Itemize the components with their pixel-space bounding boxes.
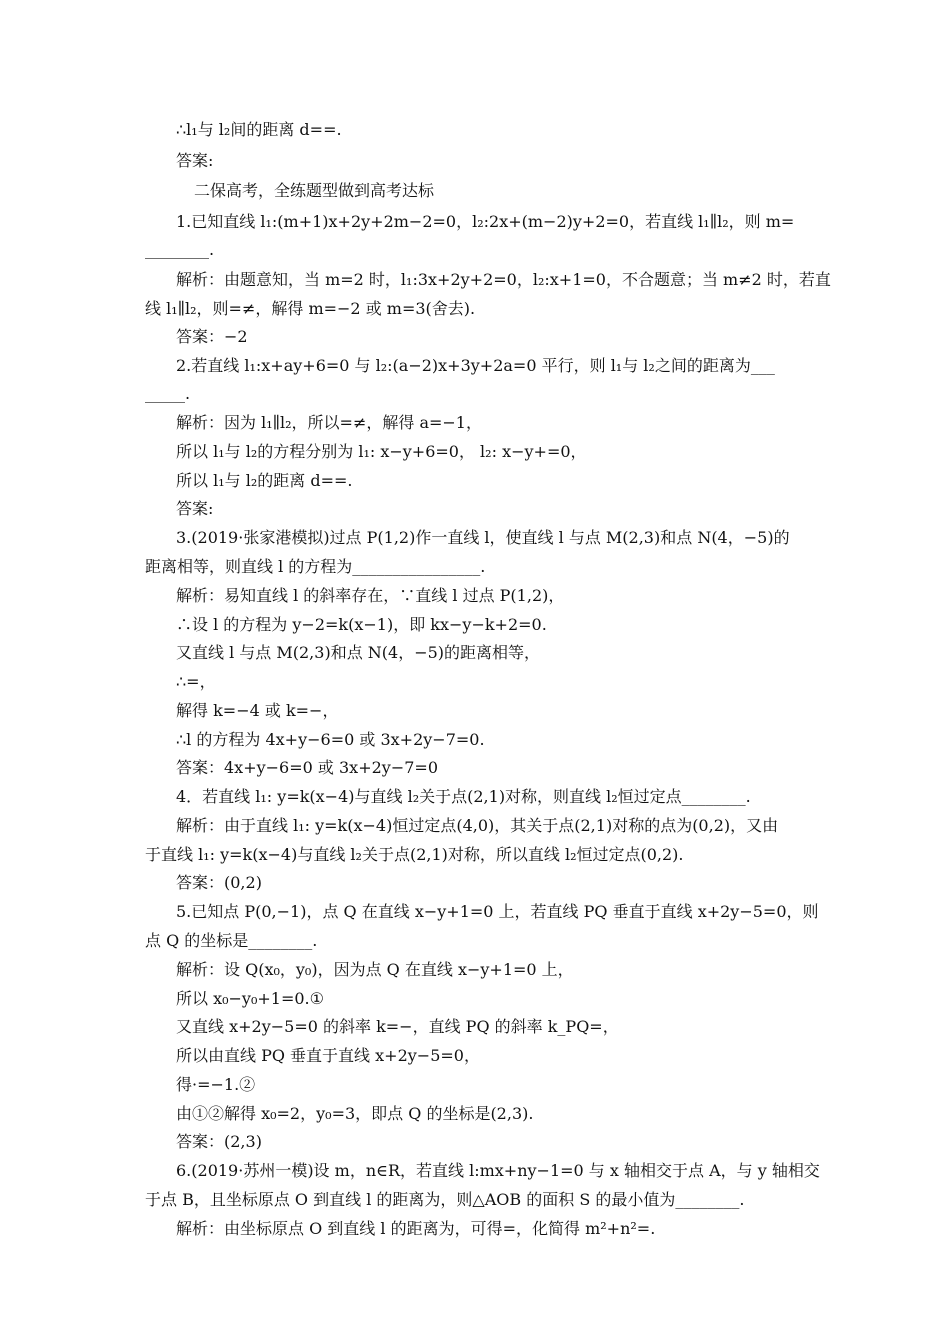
text-line: _____. [145,384,191,403]
text-line: 点 Q 的坐标是________. [145,931,318,950]
text-line: 解析：由于直线 l₁: y=k(x−4)恒过定点(4,0)，其关于点(2,1)对称的点为(0,2)，又由 [176,816,779,835]
text-line: 答案: [176,151,214,170]
text-line: ∴l 的方程为 4x+y−6=0 或 3x+2y−7=0. [176,730,485,749]
text-line: 解析：设 Q(x₀，y₀)，因为点 Q 在直线 x−y+1=0 上， [176,960,574,979]
answer-line: 答案：(0,2) [176,873,262,892]
question-6: 6.(2019·苏州一模)设 m，n∈R，若直线 l:mx+ny−1=0 与 x 轴相交于点 A，与 y 轴相交 [176,1161,820,1180]
text-line: 解析：易知直线 l 的斜率存在，∵直线 l 过点 P(1,2)， [176,586,565,605]
text-line: 解析：由题意知，当 m=2 时，l₁:3x+2y+2=0，l₂:x+1=0，不合题意；当 m≠2 时，若直 [176,270,831,289]
text-line: 线 l₁∥l₂，则=≠，解得 m=−2 或 m=3(舍去). [145,299,476,318]
text-line: ∴=， [176,672,216,691]
text-line: ∴l₁与 l₂间的距离 d==. [176,120,342,139]
text-line: 解析：由坐标原点 O 到直线 l 的距离为，可得=，化简得 m²+n²=. [176,1219,656,1238]
question-5: 5.已知点 P(0,−1)，点 Q 在直线 x−y+1=0 上，若直线 PQ 垂直于直线 x+2y−5=0，则 [176,902,819,921]
text-line: 所以 l₁与 l₂的距离 d==. [176,471,353,490]
text-line: 距离相等，则直线 l 的方程为________________. [145,557,486,576]
answer-line: 答案：4x+y−6=0 或 3x+2y−7=0 [176,758,438,777]
text-line: ∴设 l 的方程为 y−2=k(x−1)，即 kx−y−k+2=0. [176,615,547,634]
answer-line: 答案: [176,499,214,518]
text-line: 又直线 l 与点 M(2,3)和点 N(4，−5)的距离相等， [176,643,541,662]
text-line: 解得 k=−4 或 k=−， [176,701,339,720]
text-line: ________. [145,240,215,259]
text-line: 由①②解得 x₀=2，y₀=3，即点 Q 的坐标是(2,3). [176,1104,534,1123]
text-line: 所以由直线 PQ 垂直于直线 x+2y−5=0， [176,1046,480,1065]
answer-line: 答案：−2 [176,327,248,346]
question-2: 2.若直线 l₁:x+ay+6=0 与 l₂:(a−2)x+3y+2a=0 平行，则 l₁与 l₂之间的距离为___ [176,356,775,375]
question-3: 3.(2019·张家港模拟)过点 P(1,2)作一直线 l，使直线 l 与点 M(2,3)和点 N(4，−5)的 [176,528,790,547]
text-line: 于点 B，且坐标原点 O 到直线 l 的距离为，则△AOB 的面积 S 的最小值为________. [145,1190,745,1209]
text-line: 所以 l₁与 l₂的方程分别为 l₁: x−y+6=0， l₂: x−y+=0， [176,442,587,461]
answer-line: 答案：(2,3) [176,1132,262,1151]
question-1: 1.已知直线 l₁:(m+1)x+2y+2m−2=0，l₂:2x+(m−2)y+2=0，若直线 l₁∥l₂，则 m= [176,212,795,231]
text-line: 又直线 x+2y−5=0 的斜率 k=−，直线 PQ 的斜率 k_PQ=， [176,1017,619,1036]
text-line: 于直线 l₁: y=k(x−4)与直线 l₂关于点(2,1)对称，所以直线 l₂恒过定点(0,2). [145,845,684,864]
text-line: 解析：因为 l₁∥l₂，所以=≠，解得 a=−1， [176,413,482,432]
section-heading: 二保高考，全练题型做到高考达标 [194,181,435,200]
question-4: 4．若直线 l₁: y=k(x−4)与直线 l₂关于点(2,1)对称，则直线 l₂恒过定点________. [176,787,751,806]
text-line: 得·=−1.② [176,1075,256,1094]
text-line: 所以 x₀−y₀+1=0.① [176,989,324,1008]
